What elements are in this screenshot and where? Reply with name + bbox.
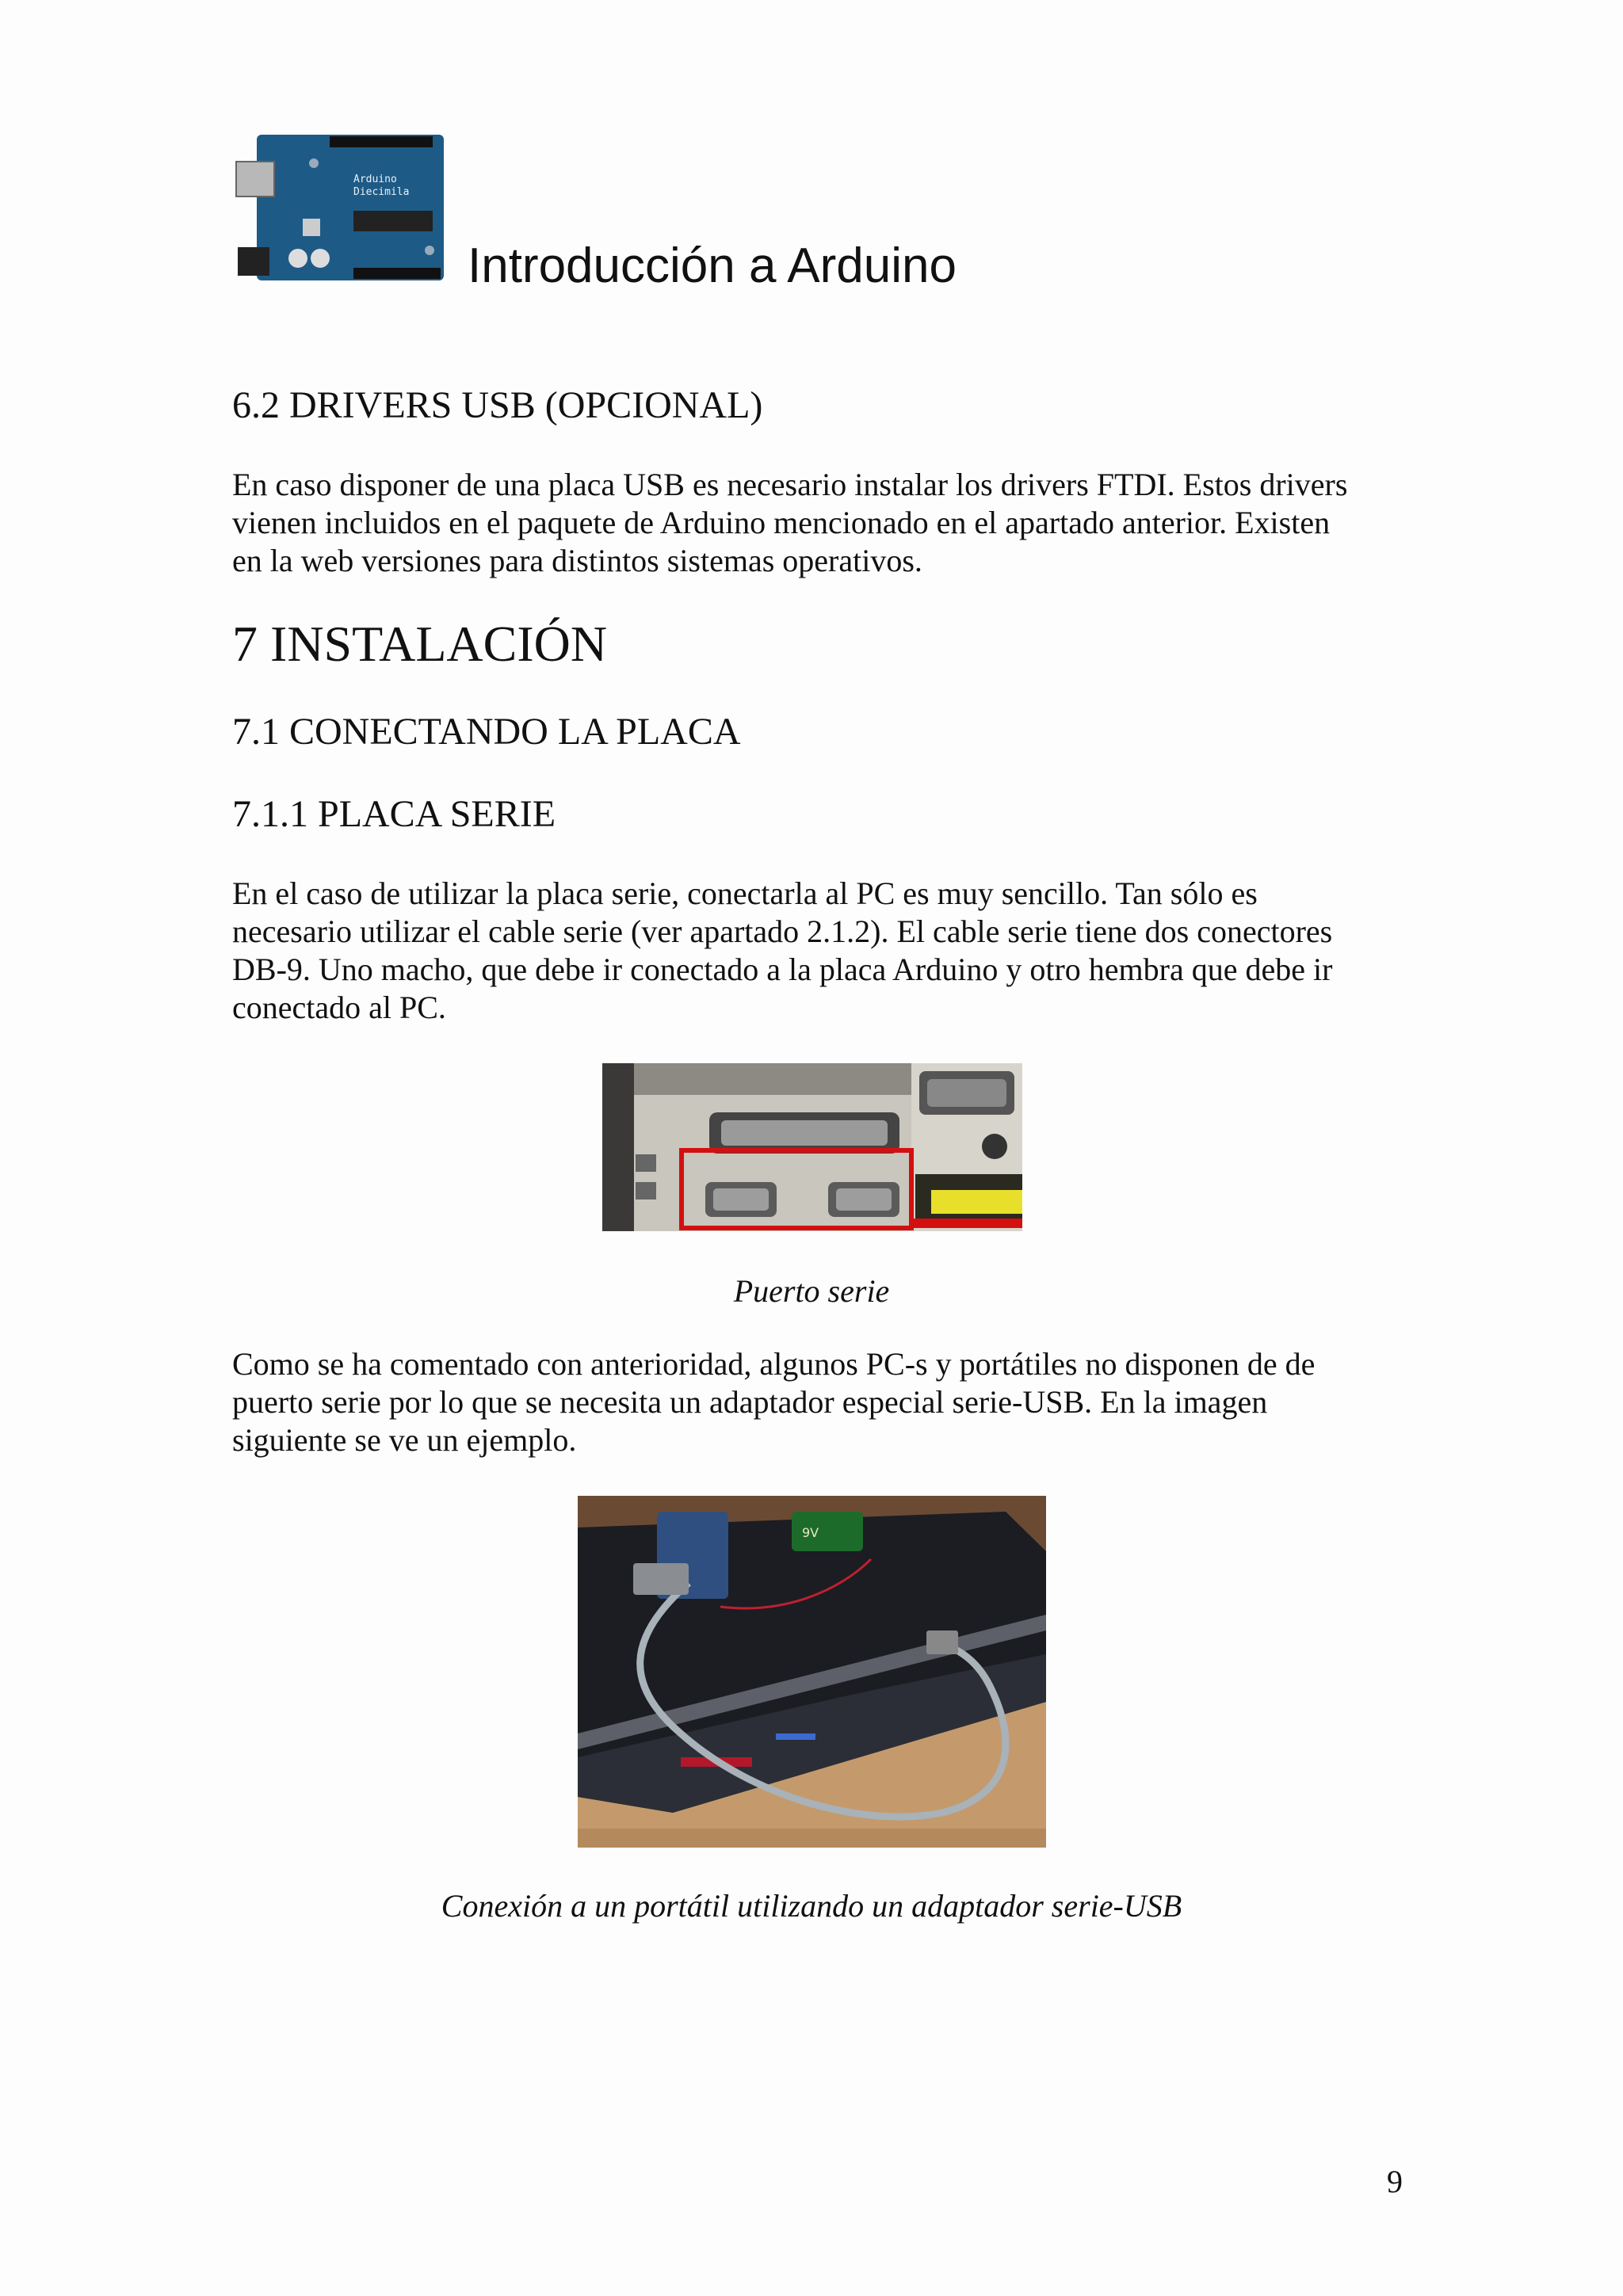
svg-text:9V: 9V [802, 1525, 819, 1540]
svg-text:Arduino: Arduino [353, 174, 397, 185]
paragraph-line: En caso disponer de una placa USB es necesario instalar los drivers FTDI. Estos drivers [232, 467, 1348, 502]
paragraph-line: vienen incluidos en el paquete de Arduino mencionado en el apartado anterior. Existen [232, 505, 1331, 540]
svg-text:Diecimila: Diecimila [353, 186, 410, 198]
paragraph-2 [232, 1345, 1405, 1459]
page-number: 9 [1387, 2164, 1403, 2199]
serial-port-photo-icon [602, 1063, 1022, 1231]
section-6-2-paragraph [232, 466, 1405, 580]
section-7-heading: 7 INSTALACIÓN [232, 616, 608, 672]
arduino-diecimila-board-icon [235, 132, 449, 287]
figure-2-caption: Conexión a un portátil utilizando un adaptador serie-USB [441, 1888, 1182, 1924]
section-7-1-heading: 7.1 CONECTANDO LA PLACA [232, 711, 741, 753]
paragraph-line: DB-9. Uno macho, que debe ir conectado a la placa Arduino y otro hembra que debe ir [232, 952, 1333, 987]
header-title: Introducción a Arduino [468, 238, 957, 293]
section-7-1-1-heading: 7.1.1 PLACA SERIE [232, 793, 556, 835]
paragraph-line: Como se ha comentado con anterioridad, algunos PC-s y portátiles no disponen de de [232, 1346, 1316, 1382]
paragraph-line: puerto serie por lo que se necesita un adaptador especial serie-USB. En la imagen [232, 1384, 1268, 1420]
paragraph-line: siguiente se ve un ejemplo. [232, 1422, 577, 1458]
paragraph-line: en la web versiones para distintos sistemas operativos. [232, 543, 922, 578]
paragraph-line: conectado al PC. [232, 990, 446, 1025]
paragraph-line: En el caso de utilizar la placa serie, conectarla al PC es muy sencillo. Tan sólo es [232, 875, 1258, 911]
section-7-1-1-paragraph [232, 875, 1405, 1027]
laptop-usb-adapter-photo-icon [578, 1496, 1046, 1848]
paragraph-line: necesario utilizar el cable serie (ver apartado 2.1.2). El cable serie tiene dos conectores [232, 913, 1333, 949]
section-6-2-heading: 6.2 DRIVERS USB (OPCIONAL) [232, 384, 763, 426]
figure-1-caption: Puerto serie [733, 1273, 890, 1309]
